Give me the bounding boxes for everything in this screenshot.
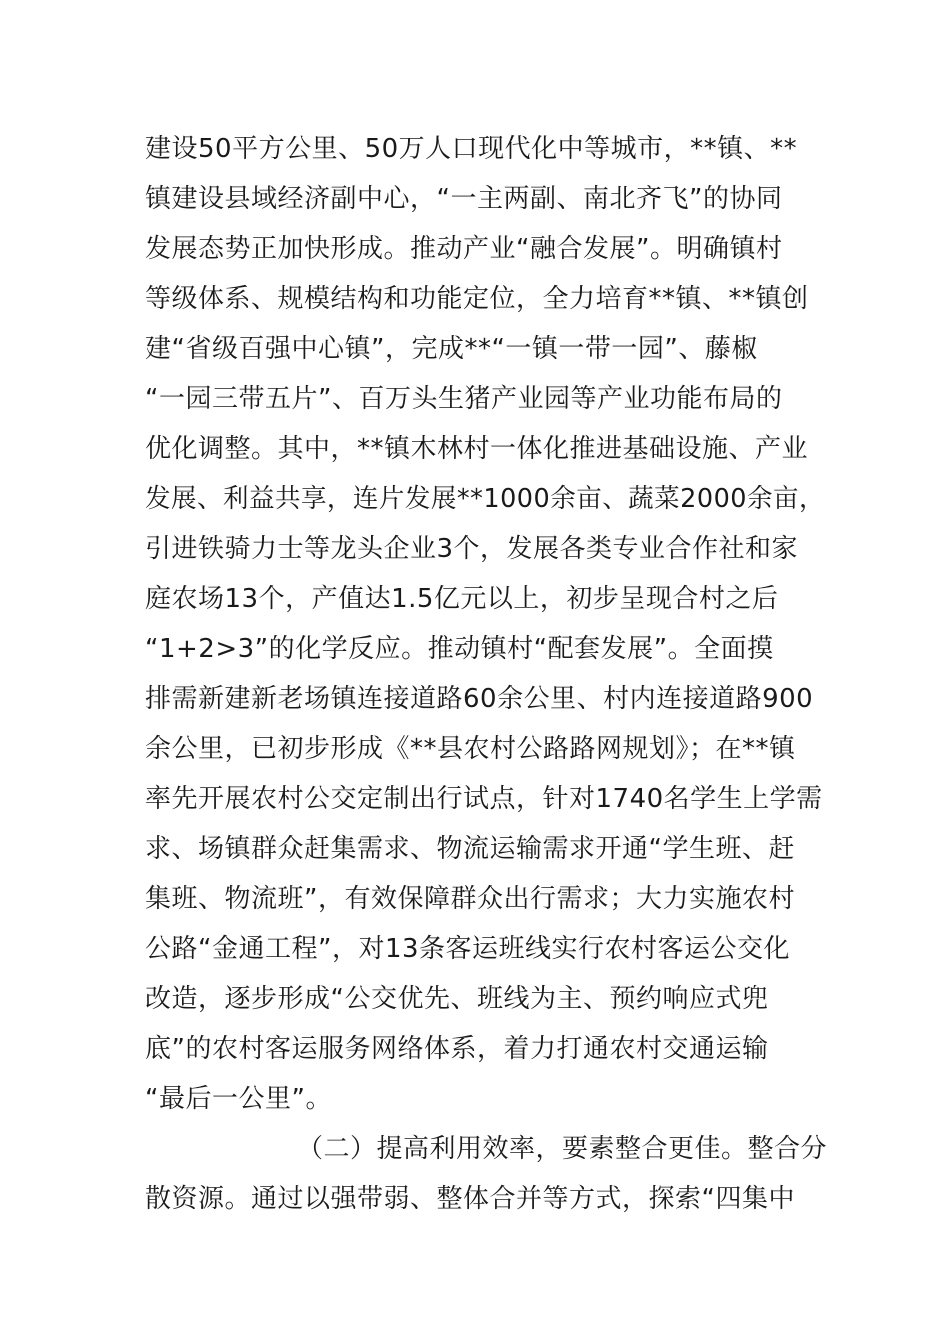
paragraph-line: 建设50平方公里、50万人口现代化中等城市，**镇、**	[145, 134, 798, 164]
paragraph-line: 集班、物流班”，有效保障群众出行需求；大力实施农村	[145, 884, 795, 914]
paragraph-line: 余公里，已初步形成《**县农村公路路网规划》；在**镇	[145, 734, 796, 764]
paragraph-line: 优化调整。其中，**镇木林村一体化推进基础设施、产业	[145, 434, 809, 464]
paragraph-line: 发展、利益共享，连片发展**1000余亩、蔬菜2000余亩，	[145, 484, 825, 514]
paragraph-line: 排需新建新老场镇连接道路60余公里、村内连接道路900	[145, 684, 814, 714]
paragraph-line: “最后一公里”。	[145, 1084, 332, 1114]
paragraph-line: 率先开展农村公交定制出行试点，针对1740名学生上学需	[145, 784, 823, 814]
paragraph-line: 建“省级百强中心镇”，完成**“一镇一带一园”、藤椒	[145, 334, 758, 364]
paragraph-line: 引进铁骑力士等龙头企业3个，发展各类专业合作社和家	[145, 534, 799, 564]
paragraph-line: “一园三带五片”、百万头生猪产业园等产业功能布局的	[145, 384, 783, 414]
paragraph-line: 公路“金通工程”，对13条客运班线实行农村客运公交化	[145, 934, 791, 964]
paragraph-line: 等级体系、规模结构和功能定位，全力培育**镇、**镇创	[145, 284, 809, 314]
paragraph-line: “1+2>3”的化学反应。推动镇村“配套发展”。全面摸	[145, 634, 774, 664]
paragraph-line: 发展态势正加快形成。推动产业“融合发展”。明确镇村	[145, 234, 783, 264]
paragraph-line: 改造，逐步形成“公交优先、班线为主、预约响应式兜	[145, 984, 769, 1014]
paragraph-line: 散资源。通过以强带弱、整体合并等方式，探索“四集中	[145, 1184, 795, 1214]
paragraph-line: 底”的农村客运服务网络体系，着力打通农村交通运输	[145, 1034, 769, 1064]
paragraph-line: 庭农场13个，产值达1.5亿元以上，初步呈现合村之后	[145, 584, 779, 614]
paragraph-line: 镇建设县域经济副中心，“一主两副、南北齐飞”的协同	[145, 184, 783, 214]
section-heading-line: （二）提高利用效率，要素整合更佳。整合分	[297, 1134, 827, 1164]
paragraph-line: 求、场镇群众赶集需求、物流运输需求开通“学生班、赶	[145, 834, 795, 864]
